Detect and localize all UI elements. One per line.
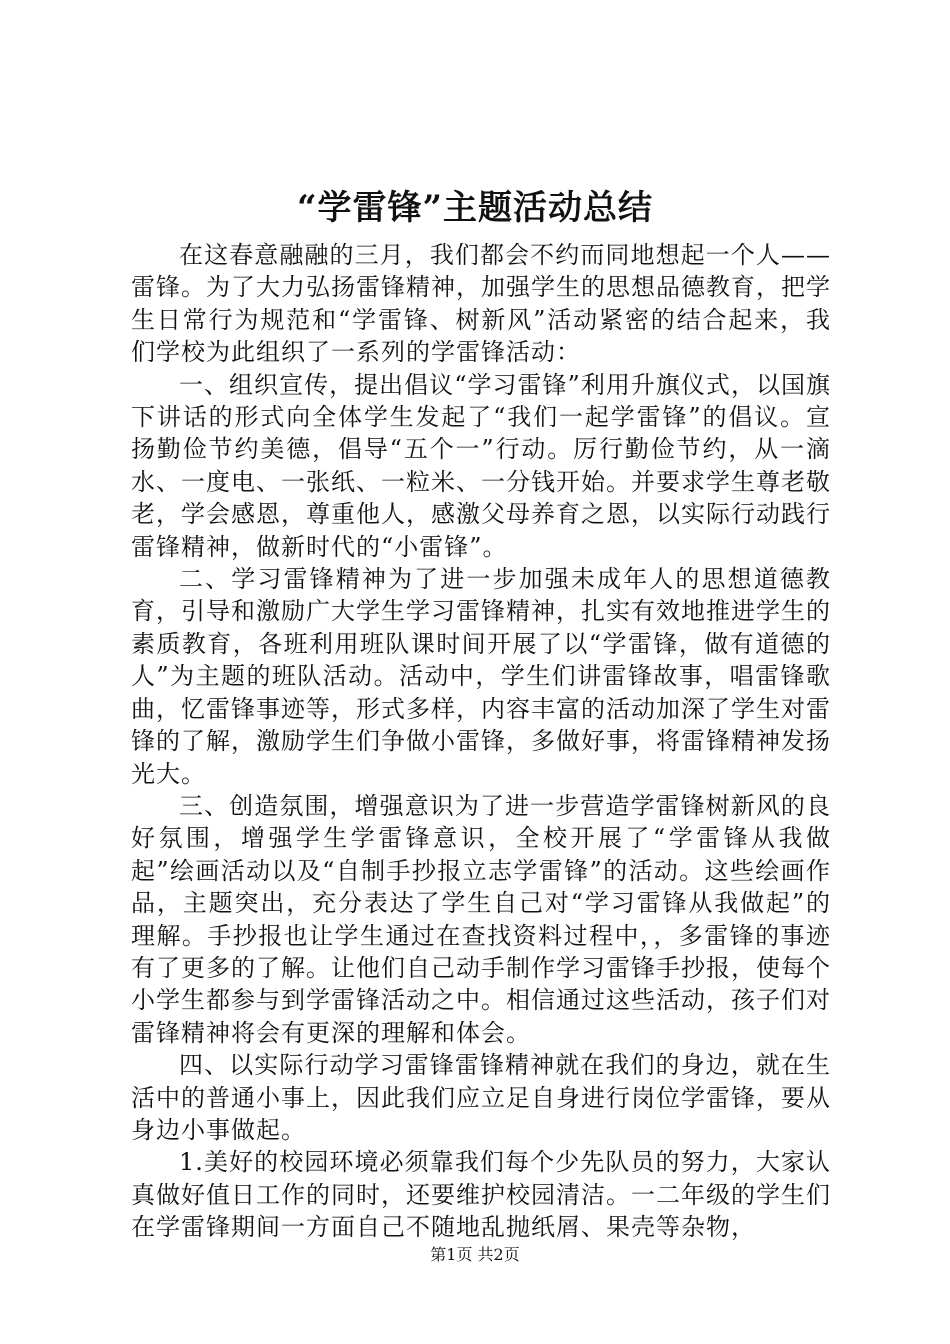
paragraph-intro: 在这春意融融的三月，我们都会不约而同地想起一个人——雷锋。为了大力弘扬雷锋精神，加强学生的思想品德教育，把学生日常行为规范和“学雷锋、树新风”活动紧密的结合起来，我们学校为此组织了一系列的学雷锋活动： [131, 241, 831, 367]
paragraph-section-4: 四、以实际行动学习雷锋雷锋精神就在我们的身边，就在生活中的普通小事上，因此我们应立足自身进行岗位学雷锋，要从身边小事做起。 [131, 1051, 831, 1144]
document-body [131, 239, 831, 1244]
paragraph-section-2: 二、学习雷锋精神为了进一步加强未成年人的思想道德教育，引导和激励广大学生学习雷锋精神，扎实有效地推进学生的素质教育，各班利用班队课时间开展了以“学雷锋，做有道德的人”为主题的班队活动。活动中，学生们讲雷锋故事，唱雷锋歌曲，忆雷锋事迹等，形式多样，内容丰富的活动加深了学生对雷锋的了解，激励学生们争做小雷锋，多做好事，将雷锋精神发扬光大。 [131, 565, 831, 788]
paragraph-section-3: 三、创造氛围，增强意识为了进一步营造学雷锋树新风的良好氛围，增强学生学雷锋意识，全校开展了“学雷锋从我做起”绘画活动以及“自制手抄报立志学雷锋”的活动。这些绘画作品，主题突出，充分表达了学生自己对“学习雷锋从我做起”的理解。手抄报也让学生通过在查找资料过程中，，多雷锋的事迹有了更多的了解。让他们自己动手制作学习雷锋手抄报，使每个小学生都参与到学雷锋活动之中。相信通过这些活动，孩子们对雷锋精神将会有更深的理解和体会。 [131, 791, 831, 1047]
page-footer: 第1页 共2页 [430, 1245, 520, 1264]
document-title: “学雷锋”主题活动总结 [296, 188, 654, 228]
paragraph-section-1: 一、组织宣传，提出倡议“学习雷锋”利用升旗仪式，以国旗下讲话的形式向全体学生发起了“我们一起学雷锋”的倡议。宣扬勤俭节约美德，倡导“五个一”行动。厉行勤俭节约，从一滴水、一度电、一张纸、一粒米、一分钱开始。并要求学生尊老敬老，学会感恩，尊重他人，感激父母养育之恩，以实际行动践行雷锋精神，做新时代的“小雷锋”。 [131, 370, 831, 561]
paragraph-item-1: 1.美好的校园环境必须靠我们每个少先队员的努力，大家认真做好值日工作的同时，还要维护校园清洁。一二年级的学生们在学雷锋期间一方面自己不随地乱抛纸屑、果壳等杂物， [131, 1148, 831, 1242]
